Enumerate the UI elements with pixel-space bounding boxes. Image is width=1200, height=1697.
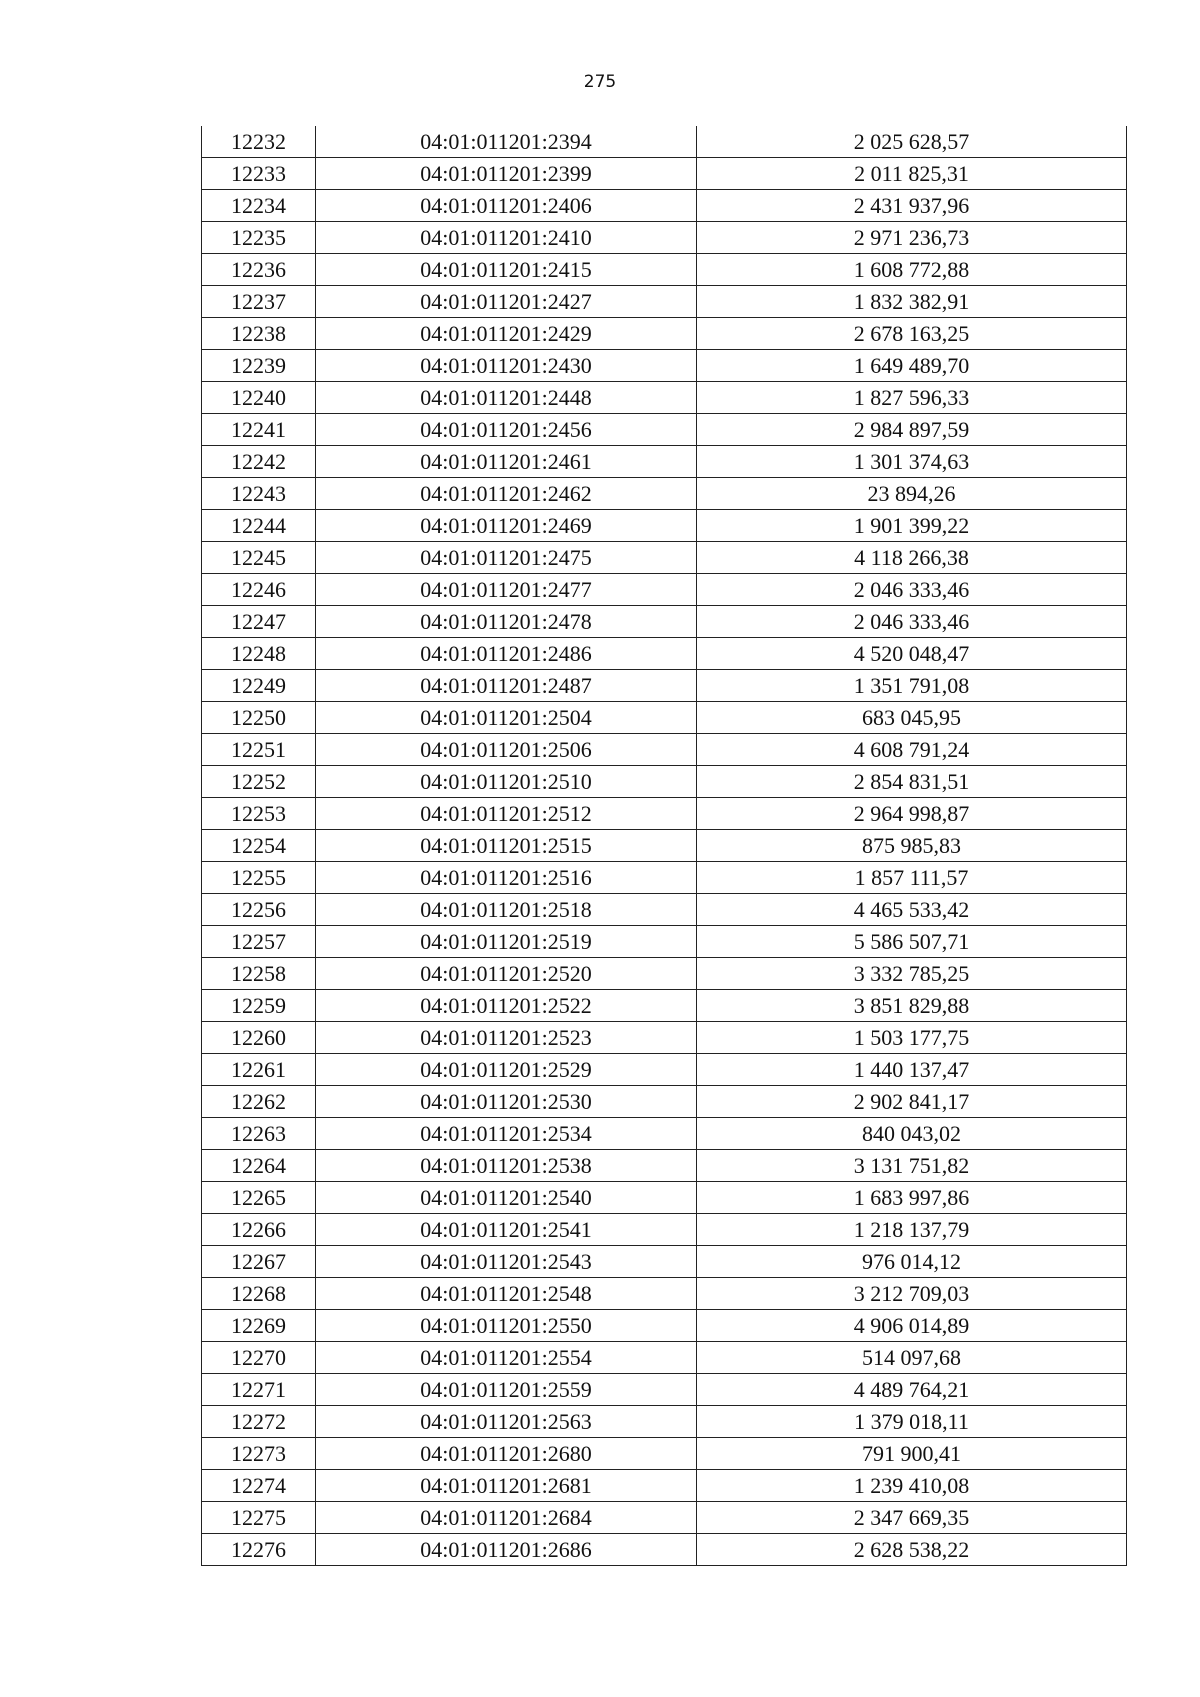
table-row xyxy=(202,1118,1127,1150)
row-number-cell: 12269 xyxy=(202,1310,316,1342)
row-number-cell: 12253 xyxy=(202,798,316,830)
row-number-cell: 12251 xyxy=(202,734,316,766)
table-row xyxy=(202,1374,1127,1406)
cadastral-number-cell: 04:01:011201:2478 xyxy=(316,606,697,638)
table-row xyxy=(202,286,1127,318)
row-number-cell: 12234 xyxy=(202,190,316,222)
row-number-cell: 12272 xyxy=(202,1406,316,1438)
row-number-cell: 12246 xyxy=(202,574,316,606)
cadastral-value-cell: 2 046 333,46 xyxy=(697,574,1127,606)
cadastral-number-cell: 04:01:011201:2522 xyxy=(316,990,697,1022)
cadastral-number-cell: 04:01:011201:2559 xyxy=(316,1374,697,1406)
row-number-cell: 12237 xyxy=(202,286,316,318)
cadastral-number-cell: 04:01:011201:2461 xyxy=(316,446,697,478)
row-number-cell: 12249 xyxy=(202,670,316,702)
table-row xyxy=(202,1150,1127,1182)
cadastral-value-cell: 23 894,26 xyxy=(697,478,1127,510)
table-row xyxy=(202,926,1127,958)
cadastral-number-cell: 04:01:011201:2462 xyxy=(316,478,697,510)
table-row xyxy=(202,1502,1127,1534)
cadastral-value-cell: 2 854 831,51 xyxy=(697,766,1127,798)
cadastral-value-cell: 4 465 533,42 xyxy=(697,894,1127,926)
row-number-cell: 12244 xyxy=(202,510,316,542)
table-row xyxy=(202,1342,1127,1374)
cadastral-value-cell: 1 649 489,70 xyxy=(697,350,1127,382)
cadastral-value-cell: 2 431 937,96 xyxy=(697,190,1127,222)
page-number: 275 xyxy=(583,72,617,92)
cadastral-number-cell: 04:01:011201:2530 xyxy=(316,1086,697,1118)
row-number-cell: 12233 xyxy=(202,158,316,190)
row-number-cell: 12247 xyxy=(202,606,316,638)
table-row xyxy=(202,1470,1127,1502)
cadastral-number-cell: 04:01:011201:2523 xyxy=(316,1022,697,1054)
cadastral-value-cell: 4 489 764,21 xyxy=(697,1374,1127,1406)
cadastral-value-cell: 2 971 236,73 xyxy=(697,222,1127,254)
cadastral-number-cell: 04:01:011201:2487 xyxy=(316,670,697,702)
table-row xyxy=(202,510,1127,542)
table-row xyxy=(202,1438,1127,1470)
row-number-cell: 12265 xyxy=(202,1182,316,1214)
row-number-cell: 12232 xyxy=(202,126,316,158)
cadastral-value-cell: 2 984 897,59 xyxy=(697,414,1127,446)
registry-table-body xyxy=(202,126,1127,1566)
cadastral-value-cell: 976 014,12 xyxy=(697,1246,1127,1278)
table-row xyxy=(202,1054,1127,1086)
cadastral-value-cell: 1 351 791,08 xyxy=(697,670,1127,702)
table-row xyxy=(202,1214,1127,1246)
cadastral-number-cell: 04:01:011201:2427 xyxy=(316,286,697,318)
row-number-cell: 12241 xyxy=(202,414,316,446)
cadastral-number-cell: 04:01:011201:2516 xyxy=(316,862,697,894)
cadastral-value-cell: 2 902 841,17 xyxy=(697,1086,1127,1118)
table-row xyxy=(202,894,1127,926)
table-row xyxy=(202,478,1127,510)
cadastral-value-cell: 4 608 791,24 xyxy=(697,734,1127,766)
cadastral-number-cell: 04:01:011201:2394 xyxy=(316,126,697,158)
cadastral-number-cell: 04:01:011201:2429 xyxy=(316,318,697,350)
cadastral-value-cell: 1 857 111,57 xyxy=(697,862,1127,894)
cadastral-number-cell: 04:01:011201:2554 xyxy=(316,1342,697,1374)
cadastral-value-cell: 1 608 772,88 xyxy=(697,254,1127,286)
cadastral-number-cell: 04:01:011201:2510 xyxy=(316,766,697,798)
table-row xyxy=(202,318,1127,350)
cadastral-number-cell: 04:01:011201:2430 xyxy=(316,350,697,382)
table-row xyxy=(202,990,1127,1022)
cadastral-value-cell: 4 906 014,89 xyxy=(697,1310,1127,1342)
table-row xyxy=(202,1086,1127,1118)
table-row xyxy=(202,190,1127,222)
cadastral-number-cell: 04:01:011201:2415 xyxy=(316,254,697,286)
table-row xyxy=(202,862,1127,894)
table-row xyxy=(202,638,1127,670)
cadastral-value-cell: 2 964 998,87 xyxy=(697,798,1127,830)
cadastral-number-cell: 04:01:011201:2681 xyxy=(316,1470,697,1502)
cadastral-value-cell: 1 683 997,86 xyxy=(697,1182,1127,1214)
table-row xyxy=(202,766,1127,798)
row-number-cell: 12258 xyxy=(202,958,316,990)
table-row xyxy=(202,126,1127,158)
table-row xyxy=(202,1022,1127,1054)
table-row xyxy=(202,670,1127,702)
table-row xyxy=(202,734,1127,766)
cadastral-value-cell: 2 011 825,31 xyxy=(697,158,1127,190)
cadastral-number-cell: 04:01:011201:2680 xyxy=(316,1438,697,1470)
cadastral-value-cell: 1 218 137,79 xyxy=(697,1214,1127,1246)
cadastral-number-cell: 04:01:011201:2486 xyxy=(316,638,697,670)
table-row xyxy=(202,446,1127,478)
cadastral-value-cell: 1 901 399,22 xyxy=(697,510,1127,542)
cadastral-number-cell: 04:01:011201:2520 xyxy=(316,958,697,990)
row-number-cell: 12250 xyxy=(202,702,316,734)
cadastral-value-cell: 4 118 266,38 xyxy=(697,542,1127,574)
table-row xyxy=(202,542,1127,574)
row-number-cell: 12242 xyxy=(202,446,316,478)
row-number-cell: 12245 xyxy=(202,542,316,574)
cadastral-value-cell: 683 045,95 xyxy=(697,702,1127,734)
cadastral-value-cell: 514 097,68 xyxy=(697,1342,1127,1374)
cadastral-number-cell: 04:01:011201:2686 xyxy=(316,1534,697,1566)
table-row xyxy=(202,222,1127,254)
table-row xyxy=(202,830,1127,862)
cadastral-number-cell: 04:01:011201:2548 xyxy=(316,1278,697,1310)
cadastral-number-cell: 04:01:011201:2515 xyxy=(316,830,697,862)
cadastral-number-cell: 04:01:011201:2506 xyxy=(316,734,697,766)
table-row xyxy=(202,414,1127,446)
cadastral-value-cell: 1 379 018,11 xyxy=(697,1406,1127,1438)
cadastral-value-cell: 840 043,02 xyxy=(697,1118,1127,1150)
row-number-cell: 12239 xyxy=(202,350,316,382)
table-row xyxy=(202,1278,1127,1310)
cadastral-number-cell: 04:01:011201:2477 xyxy=(316,574,697,606)
row-number-cell: 12271 xyxy=(202,1374,316,1406)
cadastral-number-cell: 04:01:011201:2543 xyxy=(316,1246,697,1278)
row-number-cell: 12263 xyxy=(202,1118,316,1150)
cadastral-value-cell: 1 239 410,08 xyxy=(697,1470,1127,1502)
row-number-cell: 12236 xyxy=(202,254,316,286)
row-number-cell: 12273 xyxy=(202,1438,316,1470)
row-number-cell: 12252 xyxy=(202,766,316,798)
cadastral-number-cell: 04:01:011201:2448 xyxy=(316,382,697,414)
row-number-cell: 12257 xyxy=(202,926,316,958)
cadastral-value-cell: 1 832 382,91 xyxy=(697,286,1127,318)
row-number-cell: 12267 xyxy=(202,1246,316,1278)
table-row xyxy=(202,1310,1127,1342)
row-number-cell: 12275 xyxy=(202,1502,316,1534)
cadastral-number-cell: 04:01:011201:2406 xyxy=(316,190,697,222)
cadastral-number-cell: 04:01:011201:2399 xyxy=(316,158,697,190)
table-row xyxy=(202,350,1127,382)
cadastral-number-cell: 04:01:011201:2518 xyxy=(316,894,697,926)
table-row xyxy=(202,1246,1127,1278)
cadastral-number-cell: 04:01:011201:2519 xyxy=(316,926,697,958)
row-number-cell: 12268 xyxy=(202,1278,316,1310)
table-row xyxy=(202,158,1127,190)
table-row xyxy=(202,958,1127,990)
row-number-cell: 12259 xyxy=(202,990,316,1022)
cadastral-number-cell: 04:01:011201:2563 xyxy=(316,1406,697,1438)
cadastral-value-cell: 2 046 333,46 xyxy=(697,606,1127,638)
cadastral-value-cell: 1 440 137,47 xyxy=(697,1054,1127,1086)
row-number-cell: 12254 xyxy=(202,830,316,862)
table-row xyxy=(202,382,1127,414)
cadastral-number-cell: 04:01:011201:2529 xyxy=(316,1054,697,1086)
row-number-cell: 12261 xyxy=(202,1054,316,1086)
row-number-cell: 12270 xyxy=(202,1342,316,1374)
cadastral-value-cell: 3 131 751,82 xyxy=(697,1150,1127,1182)
row-number-cell: 12256 xyxy=(202,894,316,926)
table-row xyxy=(202,254,1127,286)
cadastral-value-cell: 875 985,83 xyxy=(697,830,1127,862)
cadastral-value-cell: 1 827 596,33 xyxy=(697,382,1127,414)
row-number-cell: 12262 xyxy=(202,1086,316,1118)
table-row xyxy=(202,1534,1127,1566)
cadastral-number-cell: 04:01:011201:2410 xyxy=(316,222,697,254)
cadastral-value-cell: 2 628 538,22 xyxy=(697,1534,1127,1566)
cadastral-value-cell: 3 851 829,88 xyxy=(697,990,1127,1022)
row-number-cell: 12266 xyxy=(202,1214,316,1246)
row-number-cell: 12240 xyxy=(202,382,316,414)
row-number-cell: 12235 xyxy=(202,222,316,254)
cadastral-number-cell: 04:01:011201:2456 xyxy=(316,414,697,446)
table-row xyxy=(202,1406,1127,1438)
row-number-cell: 12274 xyxy=(202,1470,316,1502)
table-row xyxy=(202,702,1127,734)
cadastral-value-cell: 1 503 177,75 xyxy=(697,1022,1127,1054)
row-number-cell: 12276 xyxy=(202,1534,316,1566)
cadastral-value-cell: 2 678 163,25 xyxy=(697,318,1127,350)
registry-table-container xyxy=(201,126,1127,1566)
row-number-cell: 12243 xyxy=(202,478,316,510)
cadastral-value-cell: 3 332 785,25 xyxy=(697,958,1127,990)
row-number-cell: 12264 xyxy=(202,1150,316,1182)
row-number-cell: 12260 xyxy=(202,1022,316,1054)
cadastral-value-cell: 2 025 628,57 xyxy=(697,126,1127,158)
cadastral-number-cell: 04:01:011201:2512 xyxy=(316,798,697,830)
table-row xyxy=(202,574,1127,606)
table-row xyxy=(202,606,1127,638)
cadastral-value-cell: 4 520 048,47 xyxy=(697,638,1127,670)
table-row xyxy=(202,798,1127,830)
cadastral-number-cell: 04:01:011201:2475 xyxy=(316,542,697,574)
cadastral-number-cell: 04:01:011201:2684 xyxy=(316,1502,697,1534)
cadastral-number-cell: 04:01:011201:2469 xyxy=(316,510,697,542)
cadastral-number-cell: 04:01:011201:2540 xyxy=(316,1182,697,1214)
cadastral-value-cell: 3 212 709,03 xyxy=(697,1278,1127,1310)
cadastral-number-cell: 04:01:011201:2534 xyxy=(316,1118,697,1150)
row-number-cell: 12238 xyxy=(202,318,316,350)
cadastral-value-cell: 2 347 669,35 xyxy=(697,1502,1127,1534)
cadastral-value-cell: 1 301 374,63 xyxy=(697,446,1127,478)
cadastral-value-cell: 791 900,41 xyxy=(697,1438,1127,1470)
cadastral-number-cell: 04:01:011201:2541 xyxy=(316,1214,697,1246)
table-row xyxy=(202,1182,1127,1214)
row-number-cell: 12248 xyxy=(202,638,316,670)
cadastral-number-cell: 04:01:011201:2550 xyxy=(316,1310,697,1342)
cadastral-number-cell: 04:01:011201:2504 xyxy=(316,702,697,734)
registry-table xyxy=(201,126,1127,1566)
cadastral-number-cell: 04:01:011201:2538 xyxy=(316,1150,697,1182)
cadastral-value-cell: 5 586 507,71 xyxy=(697,926,1127,958)
row-number-cell: 12255 xyxy=(202,862,316,894)
